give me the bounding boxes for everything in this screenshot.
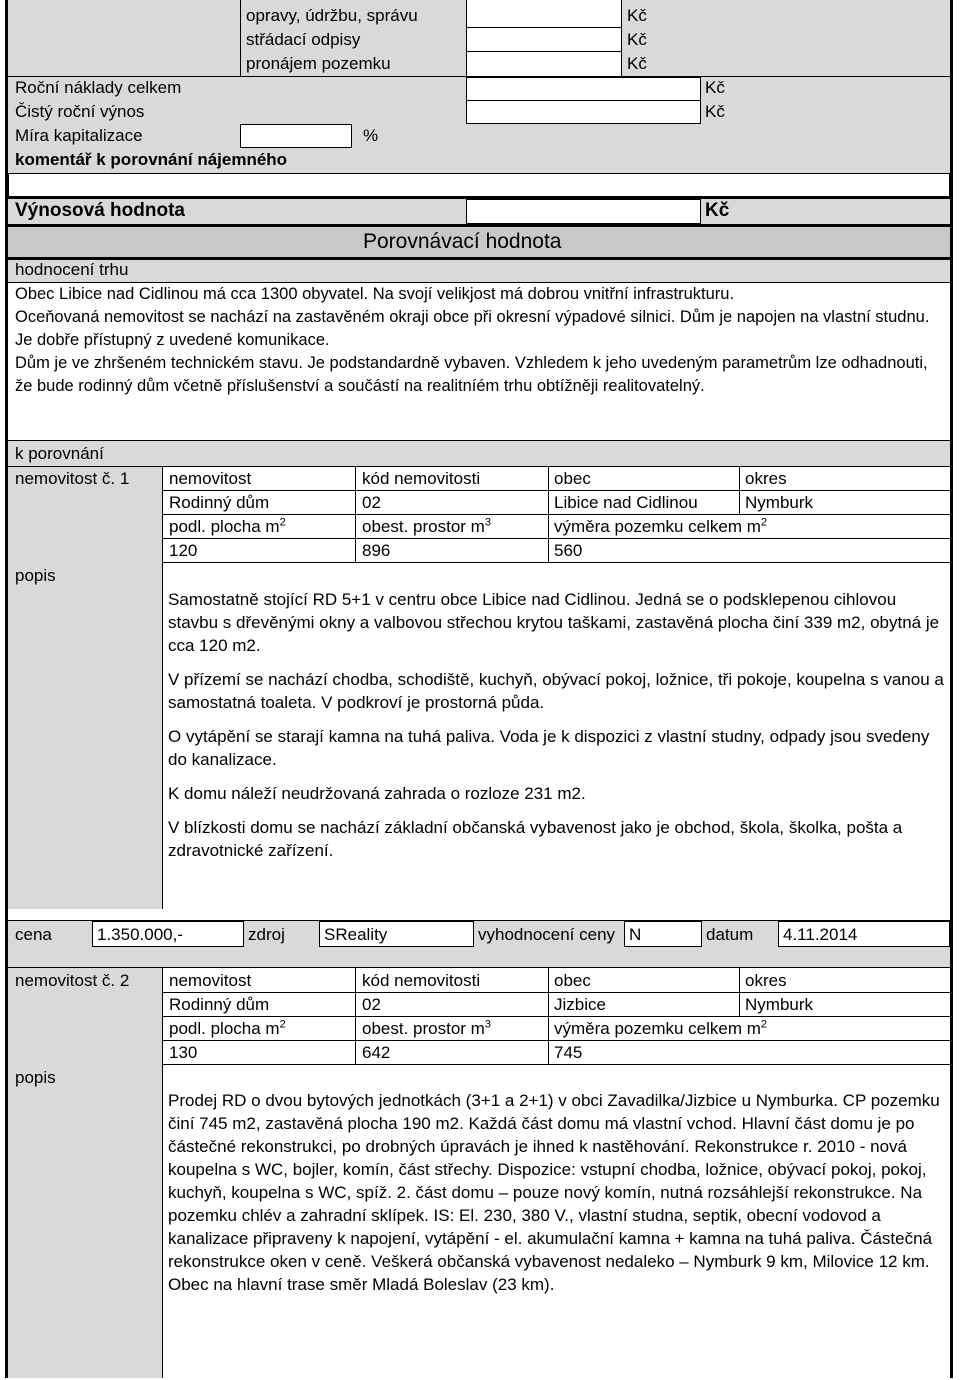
table-header: kód nemovitosti [362,971,481,990]
area-value: 642 [362,1043,391,1062]
table-cell: Jizbice [554,995,606,1014]
net-yield-value [466,100,701,124]
cost-row-unit: Kč [627,54,647,73]
rent-comment-label: komentář k porovnání nájemného [15,150,288,169]
property2-description: Prodej RD o dvou bytových jednotkách (3+1 a 2+1) v obci Zavadilka/Jizbice u Nymburka. CP pozemku činí 745 m2, zastavěná plocha 190 m2. Každá část domu má vlastní vchod. Hlavní část domu je po částečné rekonstrukci, po drobných úpravách je ihned k nastěhování. Rekonstrukce r. 2010 - nová koupelna s WC, bojler, komín, část střechy. Dispozice: vstupní chodba, ložnice, obývací pokoj, pokoj, kuchyň, koupelna s WC, spíž. 2. část domu – pouze nový komín, nutná rozsáhlejší rekonstrukce. Na pozemku chlév a zahradní sklípek. IS: El. 230, 380 V., vlastní studna, septik, obecní vodovod a kanalizace připraveny k napojení, vytápění - el. akumulační kamna + kamna na tuhá paliva. Částečná rekonstrukce oken v ceně. Veškerá občanská vybavenost nedaleko – Nymburk 9 km, Milovice 12 km. Obec na hlavní trase směr Mladá Boleslav (23 km). [168,1091,940,1294]
area-value: 560 [554,541,583,560]
description-paragraph: V blízkosti domu se nachází základní občanská vybavenost jako je obchod, škola, školka, pošta a zdravotnické zařízení. [168,818,903,860]
table-header: nemovitost [169,971,252,990]
annual-costs-value [466,77,701,101]
net-yield-unit: Kč [705,102,725,121]
popis-label: popis [15,566,56,585]
cost-row-unit: Kč [627,6,647,25]
area-header: obest. prostor $m^3$ [362,1018,491,1038]
table-header: okres [745,469,787,488]
area-header: obest. prostor $m^3$ [362,516,491,536]
area-value: 745 [554,1043,583,1062]
table-header: okres [745,971,787,990]
description-paragraph: V přízemí se nachází chodba, schodiště, kuchyň, obývací pokoj, ložnice, tři pokoje, koupelna s vanou a samostatná toaleta. V podkroví je prostorná půda. [168,670,944,712]
cap-rate-label: Míra kapitalizace [15,126,143,145]
cost-row-label: pronájem pozemku [246,54,391,73]
market-label-row [8,260,950,282]
price-label: cena [15,925,52,944]
area-header: výměra pozemku celkem $m^2$ [554,1018,768,1038]
popis-label: popis [15,1068,56,1087]
area-header: podl. plocha $m^2$ [169,1018,286,1038]
table-header: kód nemovitosti [362,469,481,488]
date-value: 4.11.2014 [783,925,858,944]
table-cell: 02 [362,493,381,512]
income-value-field [466,199,701,224]
description-paragraph: Samostatně stojící RD 5+1 v centru obce Libice nad Cidlinou. Jedná se o podsklepenou cihlovou stavbu s dřevěnými okny a valbovou střechou krytou taškami, zastavěná plocha činí 339 m2, obytná je cca 120 m2. [168,590,940,655]
market-line: Obec Libice nad Cidlinou má cca 1300 obyvatel. Na svojí velikjost má dobrou vnitřní infrastrukturu. [15,285,735,303]
market-text [15,283,935,398]
table-cell: Rodinný dům [169,995,270,1014]
comparative-heading: Porovnávací hodnota [363,230,562,253]
cap-rate-unit: % [363,126,379,145]
property1-description [168,588,948,862]
property1-title: nemovitost č. 1 [15,469,130,488]
table-header: nemovitost [169,469,252,488]
annual-costs-unit: Kč [705,78,725,97]
cost-row-unit: Kč [627,30,647,49]
source-label: zdroj [248,925,285,944]
price-value: 1.350.000,- [97,925,184,944]
valuation-form [5,0,953,1378]
cost-row-label: střádací odpisy [246,30,361,49]
market-line: Dům je ve zhršeném technickém stavu. Je podstandardně vybaven. Vzhledem k jeho uvedeným parametrům lze odhadnouti, že bude rodinný dům včetně příslušenství a součástí na realitníém trhu obtížněji realitovatelný. [15,354,928,395]
rent-comment-field [8,173,950,197]
date-label: datum [706,925,754,944]
eval-value: N [629,925,642,944]
area-header: výměra pozemku celkem $m^2$ [554,516,768,536]
cost-value-cells [466,0,621,76]
table-cell: Nymburk [745,493,814,512]
table-cell: 02 [362,995,381,1014]
source-value: SReality [324,925,388,944]
cost-row-label: opravy, údržbu, správu [246,6,418,25]
table-header: obec [554,469,591,488]
gray-fill-left [8,0,240,76]
market-line: Oceňovaná nemovitost se nachází na zastavěném okraji obce při okresní výpadové silnici. Dům je napojen na vlastní studnu. Je dobře přístupný z uvedené komunikace. [15,308,930,349]
annual-costs-label: Roční náklady celkem [15,78,182,97]
market-label: hodnocení trhu [15,260,129,279]
table-header: obec [554,971,591,990]
property2-title: nemovitost č. 2 [15,971,130,990]
description-paragraph: O vytápění se starají kamna na tuhá paliva. Voda je k dispozici z vlastní studny, odpady jsou svedeny do kanalizace. [168,727,930,769]
compare-label: k porovnání [15,444,104,463]
description-paragraph: K domu náleží neudržovaná zahrada o rozloze 231 m2. [168,784,586,803]
table-cell: Nymburk [745,995,814,1014]
table-cell: Libice nad Cidlinou [554,493,698,512]
table-cell: Rodinný dům [169,493,270,512]
area-header: podl. plocha $m^2$ [169,516,286,536]
area-value: 130 [169,1043,198,1062]
income-value-unit: Kč [705,200,730,221]
area-value: 896 [362,541,391,560]
area-value: 120 [169,541,198,560]
eval-label: vyhodnocení ceny [478,925,616,944]
gray-fill-right [621,0,950,76]
net-yield-label: Čistý roční výnos [15,102,145,121]
cap-rate-value [240,124,352,148]
income-value-label: Výnosová hodnota [15,200,185,221]
